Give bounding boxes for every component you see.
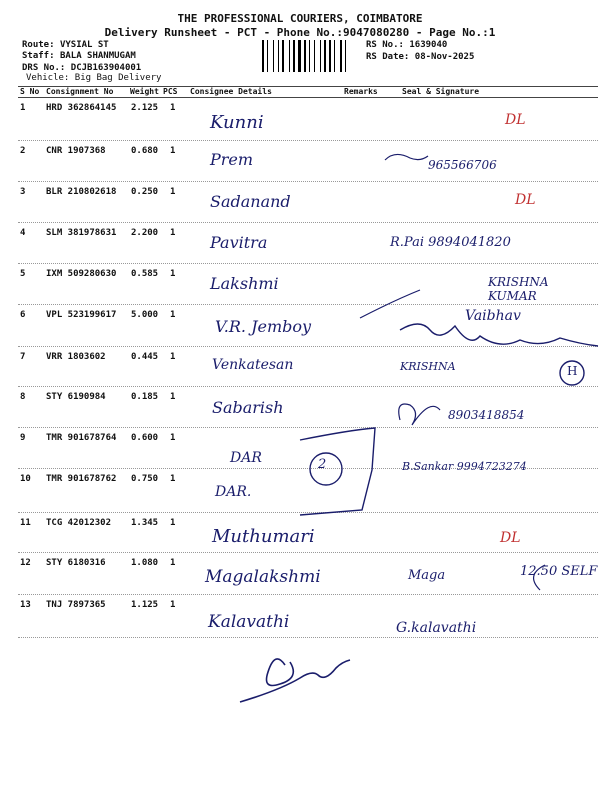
staff-label: Staff: <box>22 51 55 61</box>
col-weight: Weight <box>130 87 159 96</box>
row-consignment: TNJ 7897365 <box>46 600 106 610</box>
route-value: VYSIAL ST <box>59 40 109 50</box>
drs-label: DRS No.: <box>22 63 66 73</box>
row-weight: 1.080 <box>131 558 159 568</box>
drs-value: DCJB163904001 <box>70 63 142 73</box>
sign-stroke-row8 <box>399 404 440 425</box>
row-consignee: DAR. <box>215 484 252 500</box>
row-consignment: HRD 362864145 <box>46 103 117 113</box>
row-weight: 2.200 <box>131 228 159 238</box>
row-signature: B.Sankar 9994723274 <box>402 460 527 473</box>
row-pcs: 1 <box>170 310 176 320</box>
row-pcs: 1 <box>170 392 176 402</box>
row-signature: R.Pai 9894041820 <box>390 235 511 250</box>
rs-date-label: RS Date: <box>366 52 410 62</box>
route-label: Route: <box>22 40 55 50</box>
row-sno: 5 <box>20 269 26 279</box>
row-signature: Maga <box>408 568 446 583</box>
row-consignee: V.R. Jemboy <box>215 317 312 336</box>
col-seal-signature: Seal & Signature <box>402 87 480 96</box>
row-consignment: TMR 901678762 <box>46 474 117 484</box>
row-signature: KRISHNA <box>400 360 456 373</box>
row-sno: 10 <box>20 474 31 484</box>
circle-9-10-text: 2 <box>318 457 327 472</box>
row-sno: 6 <box>20 310 26 320</box>
bracket-mark <box>300 428 375 515</box>
row-consignee: Kalavathi <box>208 612 290 632</box>
row-pcs: 1 <box>170 187 176 197</box>
col-remarks: Remarks <box>344 87 378 96</box>
row-pcs: 1 <box>170 352 176 362</box>
row-consignee: Sadanand <box>210 192 291 211</box>
row-consignment: BLR 210802618 <box>46 187 117 197</box>
row-weight: 0.185 <box>131 392 159 402</box>
runsheet-title: Delivery Runsheet - PCT - Phone No.:9047080280 - Page No.:1 <box>104 26 496 39</box>
row-weight: 5.000 <box>131 310 159 320</box>
rs-date-value: 08-Nov-2025 <box>414 52 475 62</box>
row-consignment: CNR 1907368 <box>46 146 106 156</box>
row-remark: DL <box>505 112 526 128</box>
row-signature: Vaibhav <box>465 308 521 324</box>
row-consignee: Kunni <box>210 112 264 133</box>
row-consignment: VPL 523199617 <box>46 310 117 320</box>
col-consignee: Consignee Details <box>190 87 272 96</box>
col-consignment: Consignment No <box>46 87 114 96</box>
row-pcs: 1 <box>170 518 176 528</box>
row-sno: 7 <box>20 352 26 362</box>
row-weight: 0.250 <box>131 187 159 197</box>
row-pcs: 1 <box>170 433 176 443</box>
row-pcs: 1 <box>170 269 176 279</box>
company-name: THE PROFESSIONAL COURIERS, COIMBATORE <box>177 12 423 25</box>
row-pcs: 1 <box>170 600 176 610</box>
row-weight: 2.125 <box>131 103 159 113</box>
sign-stroke-row2 <box>385 154 428 160</box>
row-sno: 9 <box>20 433 26 443</box>
vehicle-value: Big Bag Delivery <box>74 73 162 83</box>
row-sno: 13 <box>20 600 31 610</box>
row-consignee: Sabarish <box>212 398 284 417</box>
row-remark: DL <box>515 192 536 208</box>
row-pcs: 1 <box>170 558 176 568</box>
row-sno: 11 <box>20 518 31 528</box>
row-consignee: Venkatesan <box>212 357 294 373</box>
row-remark: DL <box>500 530 521 546</box>
row-weight: 1.345 <box>131 518 159 528</box>
staff-value: BALA SHANMUGAM <box>59 51 136 61</box>
col-sno: S No <box>20 87 40 96</box>
row-weight: 0.585 <box>131 269 159 279</box>
row-consignee: Lakshmi <box>210 274 279 293</box>
row-consignee: Pavitra <box>210 233 268 252</box>
row-signature: KRISHNA KUMAR <box>488 275 549 303</box>
rs-no-label: RS No.: <box>366 40 404 50</box>
row-pcs: 1 <box>170 228 176 238</box>
row-signature: 8903418854 <box>448 408 525 422</box>
row-weight: 0.600 <box>131 433 159 443</box>
row-pcs: 1 <box>170 103 176 113</box>
row-consignment: STY 6190984 <box>46 392 106 402</box>
row-sno: 12 <box>20 558 31 568</box>
row-sno: 1 <box>20 103 26 113</box>
row-consignment: STY 6180316 <box>46 558 106 568</box>
row-consignee: Muthumari <box>212 526 315 547</box>
row-consignment: SLM 381978631 <box>46 228 117 238</box>
row-weight: 0.680 <box>131 146 159 156</box>
remark-bracket-row12 <box>534 565 545 590</box>
row-signature: G.kalavathi <box>396 620 477 636</box>
row-sno: 2 <box>20 146 26 156</box>
row-sno: 4 <box>20 228 26 238</box>
row-sno: 8 <box>20 392 26 402</box>
row-consignment: VRR 1803602 <box>46 352 106 362</box>
row-consignment: TMR 901678764 <box>46 433 117 443</box>
circle-7-text: H <box>567 364 578 378</box>
row-consignment: IXM 509280630 <box>46 269 117 279</box>
row-signature: 965566706 <box>428 158 497 172</box>
bottom-signature <box>240 659 350 702</box>
row-consignee: Prem <box>210 150 254 169</box>
sign-stroke-row6 <box>400 324 598 346</box>
row-consignee: Magalakshmi <box>205 567 321 587</box>
row-consignee: DAR <box>230 450 262 466</box>
vehicle-label: Vehicle: <box>26 73 70 83</box>
col-pcs: PCS <box>163 87 178 96</box>
row-consignment: TCG 42012302 <box>46 518 112 528</box>
row-weight: 0.750 <box>131 474 159 484</box>
row-sno: 3 <box>20 187 26 197</box>
row-weight: 1.125 <box>131 600 159 610</box>
sign-arrow-row6 <box>360 290 420 318</box>
row-weight: 0.445 <box>131 352 159 362</box>
rs-no-value: 1639040 <box>409 40 448 50</box>
row-pcs: 1 <box>170 474 176 484</box>
row-remark: 12.50 SELF <box>520 564 598 579</box>
row-pcs: 1 <box>170 146 176 156</box>
